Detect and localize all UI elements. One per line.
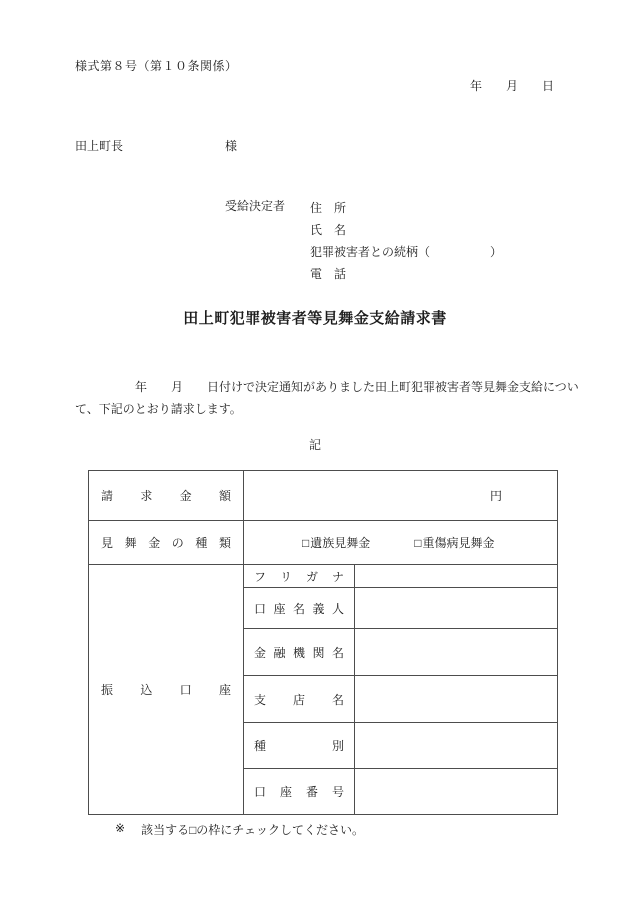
account-number-label: 口 座 番 号: [254, 785, 344, 799]
recipient-field-relationship: 犯罪被害者との続柄（ ）: [310, 245, 503, 259]
account-type-value-cell: [355, 723, 558, 769]
yen-unit: 円: [490, 489, 503, 503]
type-label: 見 舞 金 の 種 類: [101, 536, 231, 550]
date-line: 年 月 日: [470, 79, 555, 93]
financial-institution-label-cell: [244, 629, 355, 676]
amount-label-cell: [89, 471, 244, 521]
branch-name-label: 支 店 名: [254, 692, 344, 707]
addressee-honorific: 様: [225, 139, 238, 153]
type-label-cell: [89, 521, 244, 565]
furigana-label-cell: [244, 565, 355, 588]
recipient-field-address: 住 所: [310, 201, 347, 215]
option-bereaved-family-label: 遺族見舞金: [310, 536, 371, 550]
checkbox-icon: □: [302, 536, 310, 550]
recipient-label: 受給決定者: [225, 199, 286, 213]
addressee-name: 田上町長: [75, 139, 124, 153]
financial-institution-label: 金 融 機 関 名: [254, 645, 344, 660]
recipient-field-name: 氏 名: [310, 223, 347, 237]
account-label-cell: [89, 565, 244, 815]
checkbox-icon: □: [414, 536, 422, 550]
body-paragraph: [75, 376, 585, 420]
amount-value-cell: [244, 471, 558, 521]
financial-institution-value-cell: [355, 629, 558, 676]
type-options-cell: [244, 521, 558, 565]
account-type-label: 種 別: [254, 739, 344, 753]
furigana-value-cell: [355, 565, 558, 588]
furigana-label: フ リ ガ ナ: [254, 569, 344, 584]
body-line-2: て、下記のとおり請求します。: [75, 402, 242, 416]
option-bereaved-family: [302, 534, 370, 551]
account-number-value-cell: [355, 769, 558, 815]
footnote: [115, 821, 364, 838]
footnote-marker: ※: [115, 821, 126, 835]
account-type-label-cell: [244, 723, 355, 769]
footnote-text: 該当する□の枠にチェックしてください。: [141, 823, 364, 837]
claim-table: [88, 470, 558, 815]
account-label: 振 込 口 座: [101, 683, 231, 697]
section-mark: 記: [308, 438, 321, 452]
amount-label: 請 求 金 額: [101, 489, 231, 503]
account-holder-label: 口 座 名 義 人: [254, 601, 344, 616]
option-serious-injury: [414, 534, 494, 551]
account-holder-label-cell: [244, 588, 355, 629]
branch-name-value-cell: [355, 676, 558, 723]
account-holder-value-cell: [355, 588, 558, 629]
document-title: 田上町犯罪被害者等見舞金支給請求書: [183, 310, 447, 327]
account-number-label-cell: [244, 769, 355, 815]
form-number: 様式第８号（第１０条関係）: [75, 59, 238, 73]
option-serious-injury-label: 重傷病見舞金: [422, 536, 495, 550]
branch-name-label-cell: [244, 676, 355, 723]
recipient-field-phone: 電 話: [310, 267, 347, 281]
recipient-fields: [310, 197, 502, 285]
body-line-1: 年 月 日付けで決定通知がありました田上町犯罪被害者等見舞金支給につい: [75, 380, 579, 394]
